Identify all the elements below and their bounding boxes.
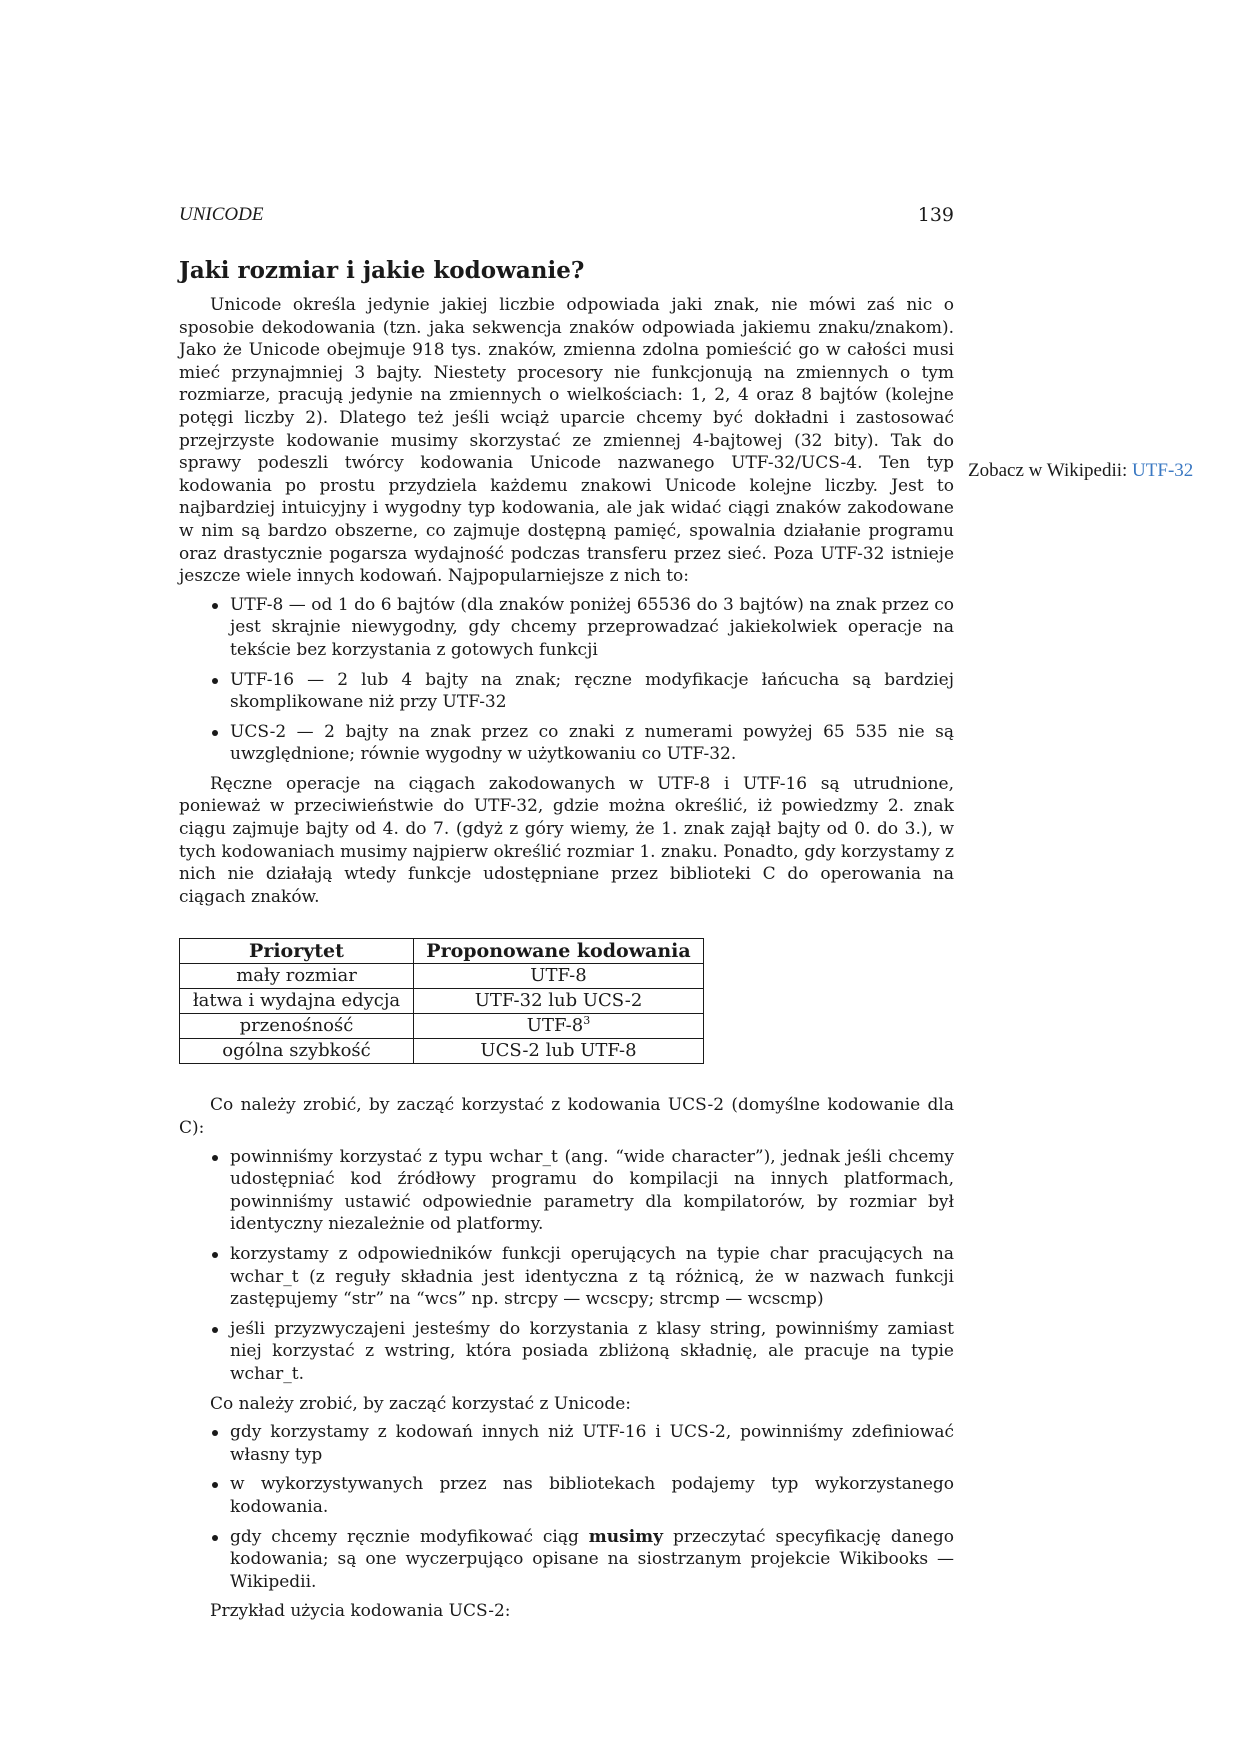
list-item: UTF-8 — od 1 do 6 bajtów (dla znaków poniżej 65536 do 3 bajtów) na znak przez co jest skrajnie niewygodny, gdy chcemy przeprowadzać jakiekolwiek operacje na tekście bez korzystania z gotowych funkcji [230, 594, 954, 660]
wikipedia-link[interactable]: UTF-32 [1132, 460, 1194, 481]
table-row [180, 1039, 704, 1064]
unicode-list [179, 1421, 954, 1593]
list-item-text: gdy chcemy ręcznie modyfikować ciąg [230, 1526, 589, 1547]
manual-ops-paragraph: Ręczne operacje na ciągach zakodowanych w UTF-8 i UTF-16 są utrudnione, ponieważ w przeciwieństwie do UTF-32, gdzie można określić, iż powiedzmy 2. znak ciągu zajmuje bajty od 4. do 7. (gdyż z góry wiemy, że 1. znak zajął bajty od 0. do 3.), w tych kodowaniach musimy najpierw określić rozmiar 1. znaku. Ponadto, gdy korzystamy z nich nie działają wtedy funkcje udostępniane przez biblioteki C do operowania na ciągach znaków. [179, 773, 954, 907]
list-item: korzystamy z odpowiedników funkcji operujących na typie char pracujących na wchar_t (z reguły składnia jest identyczna z tą różnicą, że w nazwach funkcji zastępujemy “str” na “wcs” np. strcpy — wcscpy; strcmp — wcscmp) [230, 1244, 954, 1310]
margin-note [968, 459, 1208, 482]
table-header: Priorytet [180, 939, 414, 964]
table-row [180, 989, 704, 1014]
table-cell-text: UTF-8 [526, 1015, 584, 1037]
table-cell: mały rozmiar [180, 964, 414, 989]
list-item: UCS-2 — 2 bajty na znak przez co znaki z numerami powyżej 65 535 nie są uwzględnione; równie wygodny w użytkowaniu co UTF-32. [230, 721, 954, 765]
unicode-intro: Co należy zrobić, by zacząć korzystać z Unicode: [210, 1393, 632, 1414]
encodings-list [179, 594, 954, 766]
emphasis-text: musimy [588, 1526, 664, 1547]
table-cell: łatwa i wydajna edycja [180, 989, 414, 1014]
intro-paragraph: Unicode określa jedynie jakiej liczbie odpowiada jaki znak, nie mówi zaś nic o sposobie dekodowania (tzn. jaka sekwencja znaków odpowiada jakiemu znaku/znakom). Jako że Unicode obejmuje 918 tys. znaków, zmienna zdolna pomieścić go w całości musi mieć przynajmniej 3 bajty. Niestety procesory nie funkcjonują na zmiennych o tym rozmiarze, pracują jedynie na zmiennych o wielkościach: 1, 2, 4 oraz 8 bajtów (kolejne potęgi liczby 2). Dlatego też jeśli wciąż uparcie chcemy być dokładni i zastosować przejrzyste kodowanie musimy skorzystać ze zmiennej 4-bajtowej (32 bity). Tak do sprawy podeszli twórcy kodowania Unicode nazwanego UTF-32/UCS-4. Ten typ kodowania po prostu przydziela każdemu znakowi Unicode kolejne liczby. Jest to najbardziej intuicyjny i wygodny typ kodowania, ale jak widać ciągi znaków zakodowane w nim są bardzo obszerne, co zajmuje dostępną pamięć, spowalnia działanie programu oraz drastycznie pogarsza wydajność podczas transferu przez sieć. Poza UTF-32 istnieje jeszcze wiele innych kodowań. Najpopularniejsze z nich to: [179, 295, 954, 587]
ucs2-list [179, 1146, 954, 1386]
table-cell: przenośność [180, 1014, 414, 1039]
list-item [230, 1526, 954, 1594]
running-header [179, 204, 954, 226]
table-cell: UTF-8 [414, 964, 704, 989]
example-line: Przykład użycia kodowania UCS-2: [210, 1601, 511, 1622]
table-cell [414, 1014, 704, 1039]
table-row [180, 1014, 704, 1039]
table-row [180, 964, 704, 989]
list-item: UTF-16 — 2 lub 4 bajty na znak; ręczne modyfikacje łańcucha są bardziej skomplikowane niż przy UTF-32 [230, 669, 954, 713]
table-cell: UTF-32 lub UCS-2 [414, 989, 704, 1014]
footnote-mark[interactable]: 3 [583, 1014, 591, 1028]
list-item: w wykorzystywanych przez nas bibliotekach podajemy typ wykorzystanego kodowania. [230, 1474, 954, 1517]
list-item: jeśli przyzwyczajeni jesteśmy do korzystania z klasy string, powinniśmy zamiast niej korzystać z wstring, która posiada zbliżoną składnię, ale pracuje na typie wchar_t. [230, 1318, 954, 1384]
table-header-row [180, 939, 704, 964]
margin-note-prefix: Zobacz w Wikipedii: [968, 460, 1133, 481]
table-cell: ogólna szybkość [180, 1039, 414, 1064]
list-item: gdy korzystamy z kodowań innych niż UTF-16 i UCS-2, powinniśmy zdefiniować własny typ [230, 1422, 954, 1465]
section-title: Jaki rozmiar i jakie kodowanie? [179, 257, 585, 284]
table-cell: UCS-2 lub UTF-8 [414, 1039, 704, 1064]
list-item: powinniśmy korzystać z typu wchar_t (ang. “wide character”), jednak jeśli chcemy udostępniać kod źródłowy programu do kompilacji na innych platformach, powinniśmy ustawić odpowiednie parametry dla kompilatorów, by rozmiar był identyczny niezależnie od platformy. [230, 1146, 954, 1235]
table-header: Proponowane kodowania [414, 939, 704, 964]
list-item-text: przeczytać specyfikację danego kodowania; są one wyczerpująco opisane na siostrzanym projekcie Wikibooks — Wikipedii. [230, 1526, 954, 1592]
running-title: UNICODE [179, 204, 264, 225]
page-number: 139 [917, 204, 954, 226]
ucs2-intro: Co należy zrobić, by zacząć korzystać z kodowania UCS-2 (domyślne kodowanie dla C): [179, 1095, 954, 1139]
main-content [179, 256, 954, 1623]
encoding-table [179, 938, 704, 1064]
